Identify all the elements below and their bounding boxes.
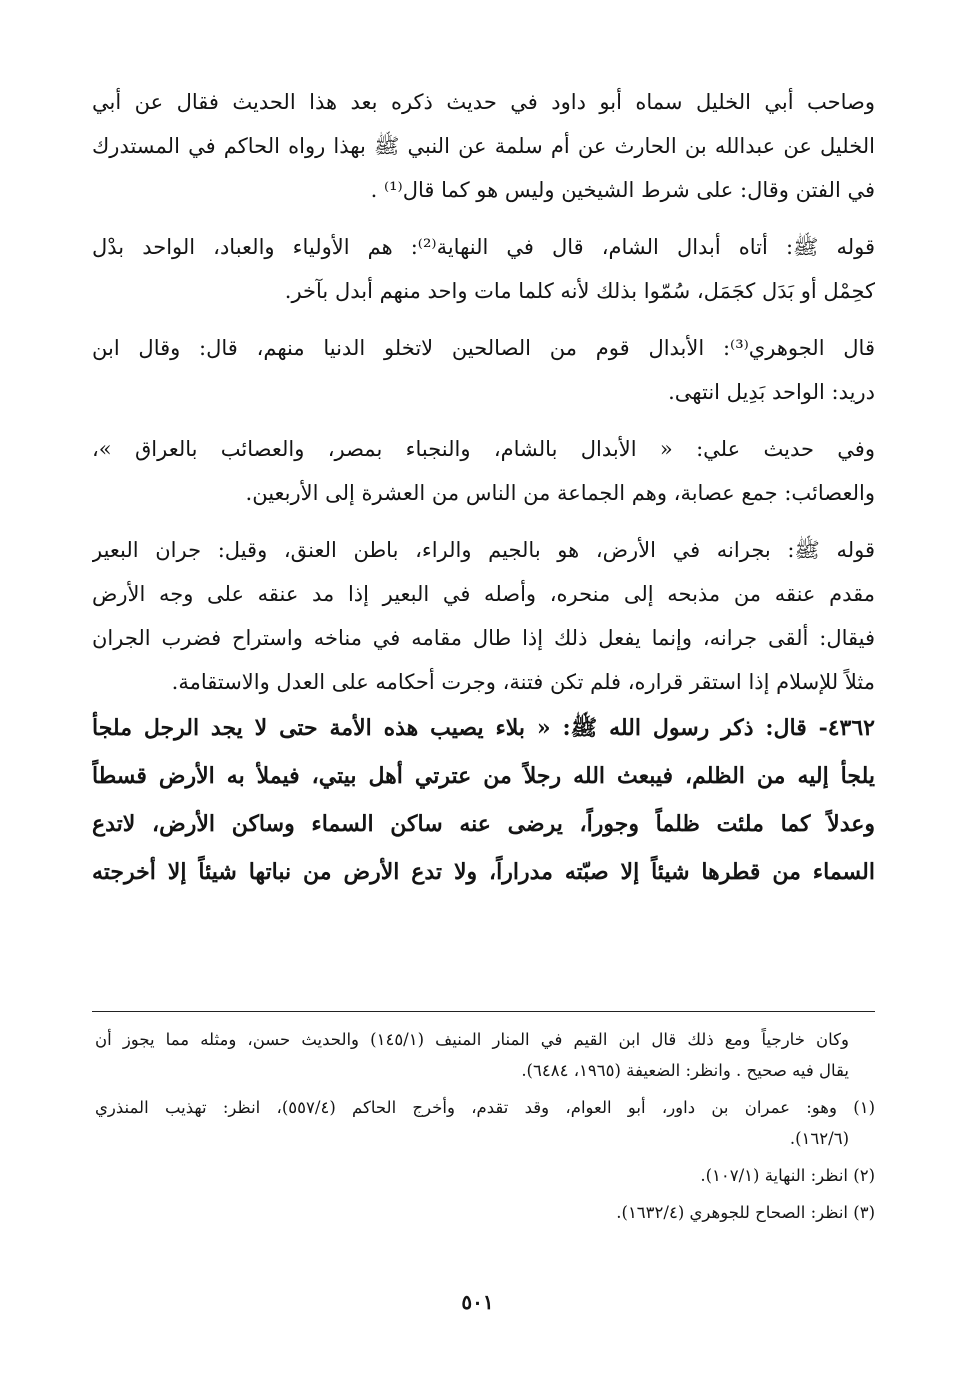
footnote-line: (١) وهو: عمران بن داور، أبو العوام، وقد تقدم، وأخرج الحاكم (٥٥٧/٤)، انظر: تهذيب المنذري — [95, 1098, 875, 1117]
footnote-line: وكان خارجياً ومع ذلك قال ابن القيم في المنار المنيف (١٤٥/١) والحديث حسن، ومثله مما يجوز أن — [95, 1030, 849, 1049]
text-line: في الفتن وقال: على شرط الشيخين وليس هو كما قال⁽¹⁾ . — [370, 178, 875, 202]
paragraph-jiran — [92, 528, 875, 704]
text-line: مقدم عنقه من مذبحه إلى منحره، وأصله في البعير إذا مد عنقه على وجه الأرض — [92, 582, 875, 606]
footnote-line: (٣) انظر: الصحاح للجوهري (١٦٣٢/٤). — [616, 1203, 875, 1222]
paragraph-jawhari — [92, 326, 875, 414]
footnote-line: (٢) انظر: النهاية (١٠٧/١). — [700, 1166, 875, 1185]
page-number: ٥٠١ — [461, 1290, 494, 1314]
paragraph-ali-hadith — [92, 427, 875, 515]
hadith-line: وعدلاً كما ملئت ظلماً وجوراً، يرضى عنه ساكن السماء وساكن الأرض، لاتدع — [92, 811, 875, 837]
hadith-4362 — [92, 704, 875, 896]
text-line: مثلاً للإسلام إذا استقر قراره، فلم تكن فتنة، وجرت أحكامه على العدل والاستقامة. — [171, 670, 875, 694]
footnote-line: يقال فيه صحيح . وانظر: الضعيفة (١٩٦٥، ٦٤٨٤). — [521, 1061, 849, 1080]
text-line: فيقال: ألقى جرانه، وإنما يفعل ذلك إذا طال مقامه في مناخه واستراح فضرب الجران — [92, 626, 875, 650]
main-text — [92, 80, 875, 896]
text-line: وفي حديث علي: « الأبدال بالشام، والنجباء بمصر، والعصائب بالعراق »، — [92, 437, 875, 461]
footnote-line: (١٦٢/٦). — [789, 1129, 849, 1148]
footnotes — [95, 1024, 875, 1228]
hadith-line: ٤٣٦٢- قال: ذكر رسول الله ﷺ: « بلاء يصيب هذه الأمة حتى لا يجد الرجل ملجأ — [92, 715, 875, 741]
paragraph-abdal — [92, 225, 875, 313]
hadith-line: السماء من قطرها شيئاً إلا صبّته مدراراً، ولا تدع الأرض من نباتها شيئاً إلا أخرجته — [92, 859, 875, 885]
footnote-continuation — [95, 1024, 875, 1086]
text-line: قوله ﷺ: أتاه أبدال الشام، قال في النهاية⁽²⁾: هم الأولياء والعباد، الواحد بدْل — [92, 235, 875, 259]
text-line: والعصائب: جمع عصابة، وهم الجماعة من الناس من العشرة إلى الأربعين. — [245, 481, 875, 505]
text-line: الخليل عن عبدالله بن الحارث عن أم سلمة عن النبي ﷺ بهذا رواه الحاكم في المستدرك — [92, 134, 875, 158]
paragraph-abu-khalil — [92, 80, 875, 212]
footnote-1 — [95, 1092, 875, 1154]
footnote-separator — [92, 1011, 875, 1012]
hadith-line: يلجأ إليه من الظلم، فيبعث الله رجلاً من عترتي أهل بيتي، فيملأ به الأرض قسطاً — [92, 763, 875, 789]
text-line: دريد: الواحد بَدِيل انتهى. — [668, 380, 875, 404]
text-line: كحِمْل أو بَدَل كجَمَل، سُمّوا بذلك لأنه كلما مات واحد منهم أبدل بآخر. — [284, 279, 875, 303]
text-line: وصاحب أبي الخليل سماه أبو داود في حديث ذكره بعد هذا الحديث فقال عن أبي — [92, 90, 875, 114]
footnote-2 — [95, 1160, 875, 1191]
text-line: قال الجوهري⁽³⁾: الأبدال قوم من الصالحين لاتخلو الدنيا منهم، قال: وقال ابن — [92, 336, 875, 360]
text-line: قوله ﷺ: بجرانه في الأرض، هو بالجيم والراء، باطن العنق، وقيل: جران البعير — [92, 538, 875, 562]
footnote-3 — [95, 1197, 875, 1228]
